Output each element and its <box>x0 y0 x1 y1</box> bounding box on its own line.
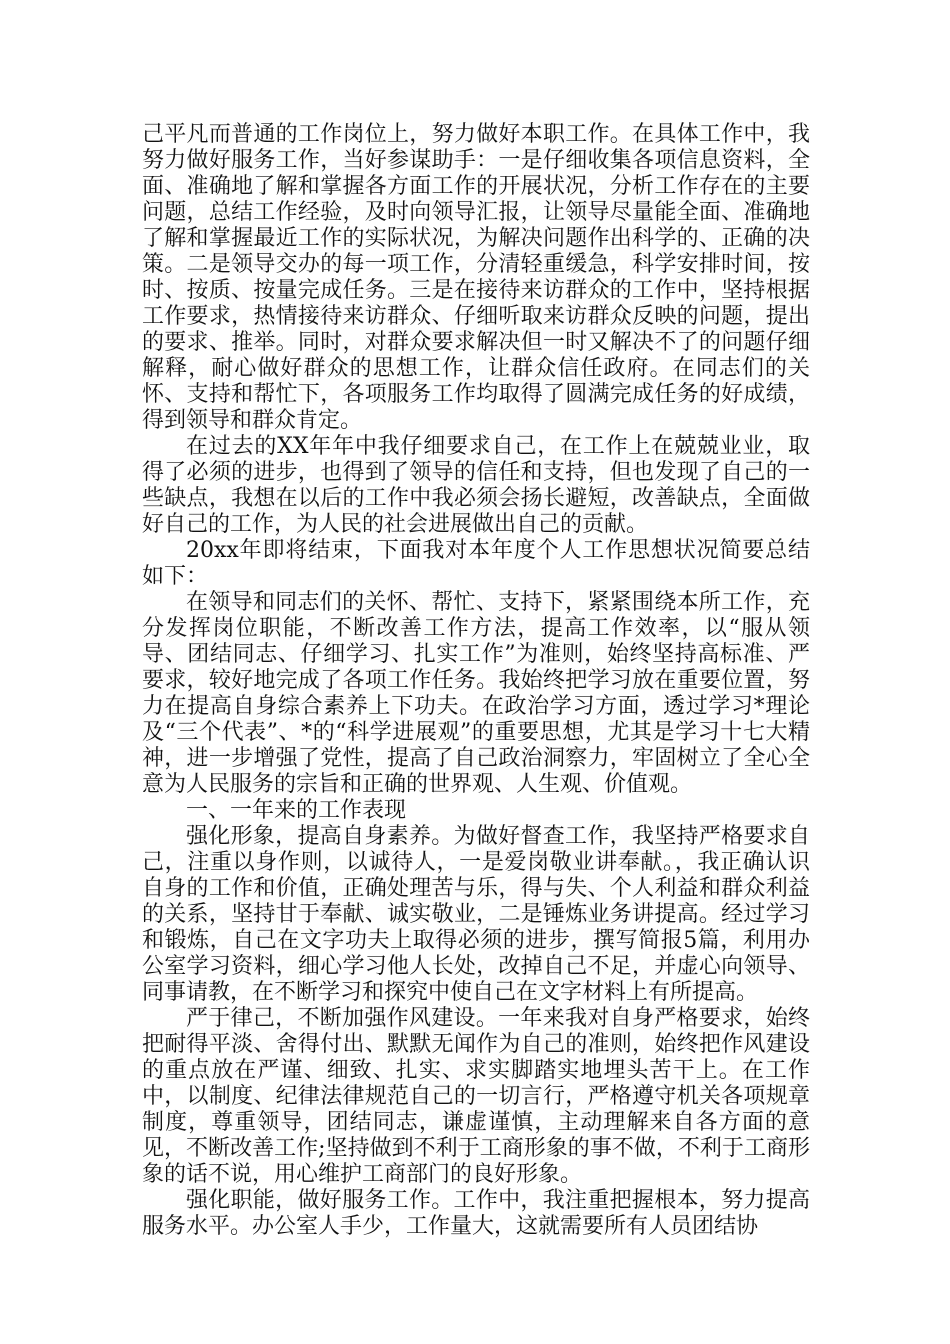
paragraph-3: 20xx年即将结束，下面我对本年度个人工作思想状况简要总结如下： <box>142 538 810 589</box>
section-heading: 一、一年来的工作表现 <box>186 798 407 823</box>
paragraph-1: 己平凡而普通的工作岗位上，努力做好本职工作。在具体工作中，我努力做好服务工作，当好参谋助手：一是仔细收集各项信息资料，全面、准确地了解和掌握各方面工作的开展状况，分析工作存在的主要问题，总结工作经验，及时向领导汇报，让领导尽量能全面、准确地了解和掌握最近工作的实际状况，为解决问题作出科学的、正确的决策。二是领导交办的每一项工作，分清轻重缓急，科学安排时间，按时、按质、按量完成任务。三是在接待来访群众的工作中，坚持根据工作要求，热情接待来访群众、仔细听取来访群众反映的问题，提出的要求、推举。同时，对群众要求解决但一时又解决不了的问题仔细解释，耐心做好群众的思想工作，让群众信任政府。在同志们的关怀、支持和帮忙下，各项服务工作均取得了圆满完成任务的好成绩，得到领导和群众肯定。 <box>142 122 810 433</box>
paragraph-5: 强化形象，提高自身素养。为做好督查工作，我坚持严格要求自己，注重以身作则，以诚待人，一是爱岗敬业讲奉献。，我正确认识自身的工作和价值，正确处理苦与乐，得与失、个人利益和群众利益的关系，坚持甘于奉献、诚实敬业，二是锤炼业务讲提高。经过学习和锻炼，自己在文字功夫上取得必须的进步，撰写简报5篇，利用办公室学习资料，细心学习他人长处，改掉自己不足，并虚心向领导、同事请教，在不断学习和探究中使自己在文字材料上有所提高。 <box>142 824 810 1005</box>
paragraph-6: 严于律己，不断加强作风建设。一年来我对自身严格要求，始终把耐得平淡、舍得付出、默默无闻作为自己的准则，始终把作风建设的重点放在严谨、细致、扎实、求实脚踏实地埋头苦干上。在工作中，以制度、纪律法律规范自己的一切言行，严格遵守机关各项规章制度，尊重领导，团结同志，谦虚谨慎，主动理解来自各方面的意见，不断改善工作;坚持做到不利于工商形象的事不做，不利于工商形象的话不说，用心维护工商部门的良好形象。 <box>142 1006 810 1187</box>
document-body <box>142 122 810 1240</box>
paragraph-2: 在过去的XX年年中我仔细要求自己，在工作上在兢兢业业，取得了必须的进步，也得到了领导的信任和支持，但也发现了自己的一些缺点，我想在以后的工作中我必须会扬长避短，改善缺点，全面做好自己的工作，为人民的社会进展做出自己的贡献。 <box>142 434 810 537</box>
paragraph-7: 强化职能，做好服务工作。工作中，我注重把握根本，努力提高服务水平。办公室人手少，工作量大，这就需要所有人员团结协 <box>142 1188 810 1239</box>
paragraph-4: 在领导和同志们的关怀、帮忙、支持下，紧紧围绕本所工作，充分发挥岗位职能，不断改善工作方法，提高工作效率，以“服从领导、团结同志、仔细学习、扎实工作”为准则，始终坚持高标准、严要求，较好地完成了各项工作任务。我始终把学习放在重要位置，努力在提高自身综合素养上下功夫。在政治学习方面，透过学习*理论及“三个代表”、*的“科学进展观”的重要思想，尤其是学习十七大精神，进一步增强了党性，提高了自己政治洞察力，牢固树立了全心全意为人民服务的宗旨和正确的世界观、人生观、价值观。 <box>142 590 810 797</box>
